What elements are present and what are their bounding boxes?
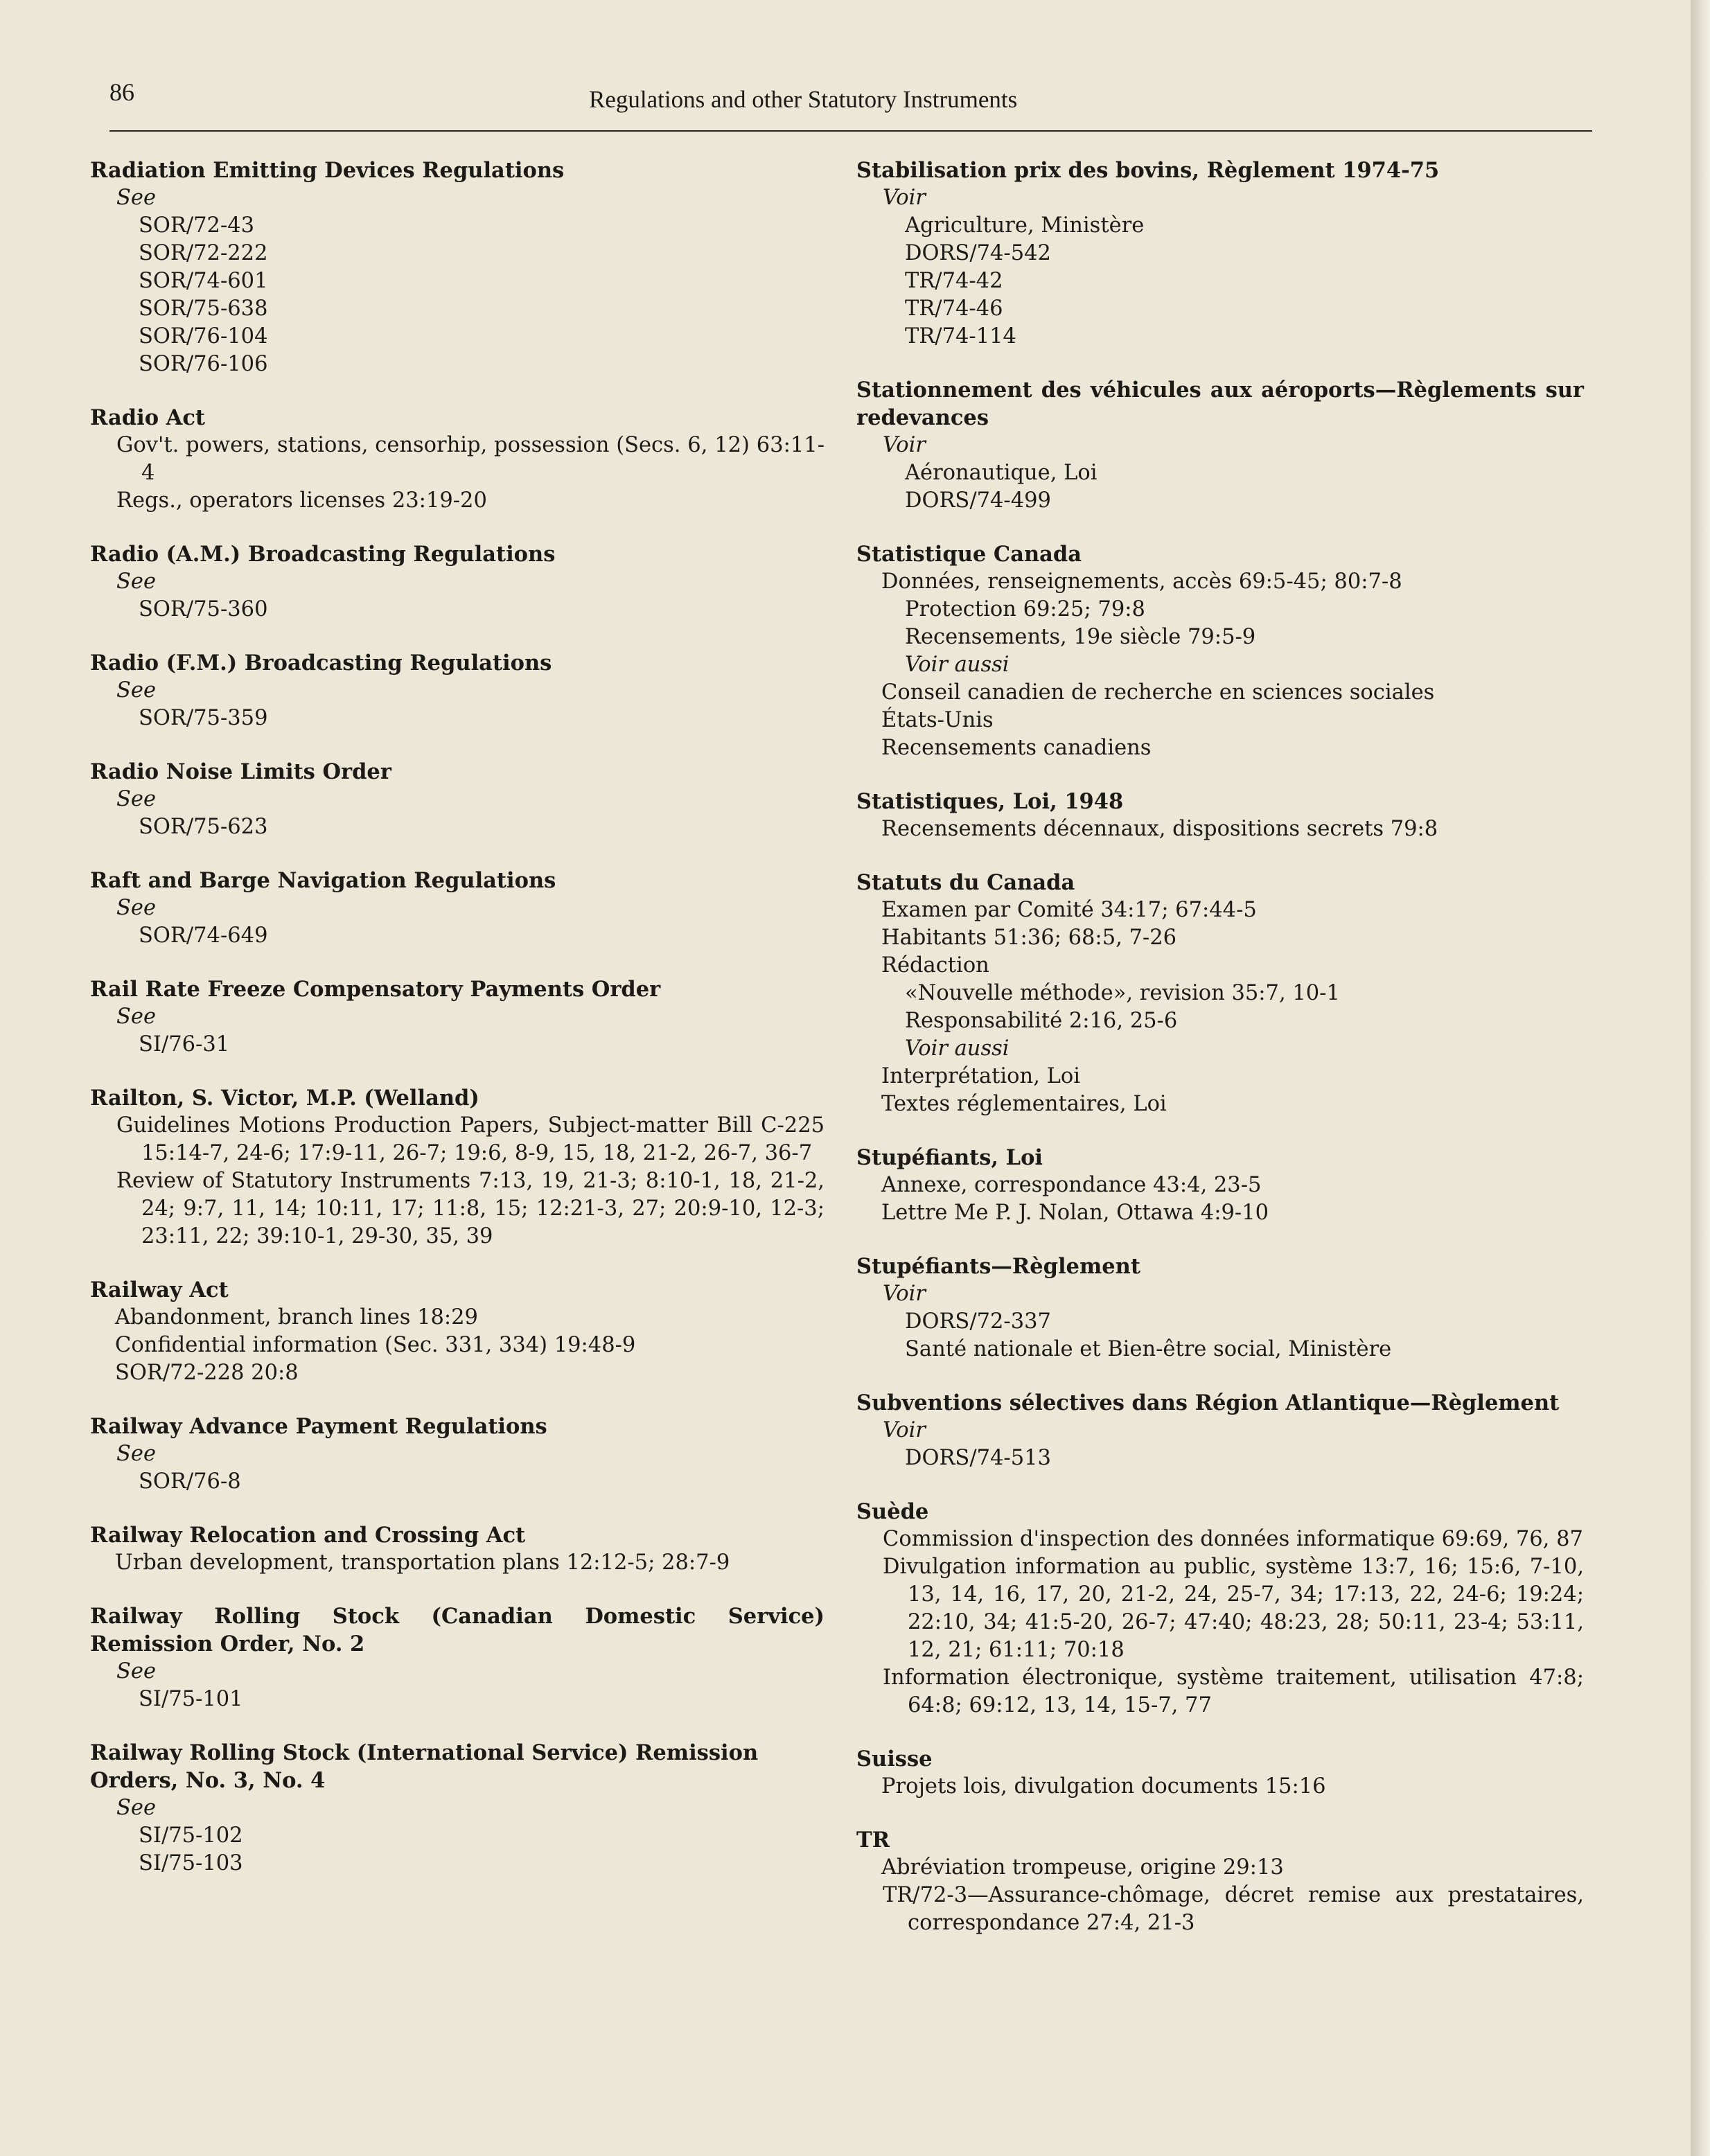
subentry: Annexe, correspondance 43:4, 23-5 <box>881 1173 1262 1197</box>
subentry: Rédaction <box>881 953 989 978</box>
cross-reference: SOR/74-601 <box>139 269 268 293</box>
subentry: Projets lois, divulgation documents 15:16 <box>881 1774 1326 1799</box>
cross-reference: SOR/76-8 <box>139 1469 241 1494</box>
index-entry <box>856 1745 1584 1801</box>
entry-heading: Radio Noise Limits Order <box>90 759 391 784</box>
cross-reference: Agriculture, Ministère <box>905 213 1145 238</box>
entry-heading: Railway Rolling Stock (International Service) Remission Orders, No. 3, No. 4 <box>90 1740 759 1793</box>
subentry: Abréviation trompeuse, origine 29:13 <box>881 1855 1284 1880</box>
page-number: 86 <box>109 78 134 106</box>
index-entry <box>90 404 825 515</box>
index-entry <box>856 540 1584 762</box>
entry-heading: Radio Act <box>90 405 206 430</box>
cross-reference: DORS/74-542 <box>905 241 1051 265</box>
cross-reference: SOR/75-360 <box>139 597 268 621</box>
subentry: Lettre Me P. J. Nolan, Ottawa 4:9-10 <box>881 1201 1269 1225</box>
index-entry <box>90 867 825 950</box>
entry-heading: Stationnement des véhicules aux aéroports—Règlements sur redevances <box>856 378 1584 430</box>
entry-heading: Railton, S. Victor, M.P. (Welland) <box>90 1086 479 1111</box>
cross-reference: TR/74-42 <box>905 269 1003 293</box>
subentry: Information électronique, système traitement, utilisation 47:8; 64:8; 69:12, 13, 14, 15-7, 77 <box>883 1665 1584 1717</box>
index-entry <box>90 1602 825 1713</box>
sub-subentry: Recensements, 19e siècle 79:5-9 <box>905 625 1256 649</box>
entry-heading: Raft and Barge Navigation Regulations <box>90 868 556 893</box>
index-entry <box>90 1413 825 1496</box>
entry-heading: Rail Rate Freeze Compensatory Payments Order <box>90 977 661 1002</box>
see-label: See <box>116 186 156 210</box>
subentry: Divulgation information au public, système 13:7, 16; 15:6, 7-10, 13, 14, 16, 17, 20, 21-2, 24, 25-7, 34; 17:13, 22, 24-6; 19:24; 22:10, 34; 41:5-20, 26-7; 47:40; 48:23, 28; 50:11, 23-4; 53:11, 12, 21; 61:11; 70:18 <box>883 1555 1584 1662</box>
cross-reference: SOR/74-649 <box>139 924 268 948</box>
subentry: Confidential information (Sec. 331, 334) 19:48-9 <box>115 1333 636 1357</box>
cross-reference: DORS/72-337 <box>905 1309 1051 1334</box>
index-entry <box>856 376 1584 515</box>
index-entry <box>90 1521 825 1577</box>
see-label: Voir <box>883 186 926 210</box>
index-entry <box>856 1253 1584 1363</box>
subentry: Review of Statutory Instruments 7:13, 19, 21-3; 8:10-1, 18, 21-2, 24; 9:7, 11, 14; 10:11, 17; 11:8, 15; 12:21-3, 27; 20:9-10, 12-3; 23:11, 22; 39:10-1, 29-30, 35, 39 <box>116 1169 825 1248</box>
subentry: Habitants 51:36; 68:5, 7-26 <box>881 926 1177 950</box>
entry-heading: Radio (A.M.) Broadcasting Regulations <box>90 542 556 567</box>
entry-heading: Statuts du Canada <box>856 870 1075 895</box>
see-label: Voir <box>883 433 926 457</box>
entry-heading: Suisse <box>856 1747 933 1771</box>
index-entry <box>856 157 1584 351</box>
running-title: Regulations and other Statutory Instruments <box>589 86 1018 113</box>
cross-reference: SOR/72-222 <box>139 241 268 265</box>
see-label: See <box>116 678 156 703</box>
index-entry <box>90 649 825 732</box>
index-entry <box>90 1276 825 1387</box>
see-also-label: Voir aussi <box>905 653 1010 677</box>
page-edge <box>1691 0 1710 2156</box>
entry-heading: Stabilisation prix des bovins, Règlement 1974-75 <box>856 158 1440 183</box>
subentry: Abandonment, branch lines 18:29 <box>115 1305 478 1329</box>
cross-reference: SI/76-31 <box>139 1032 230 1057</box>
entry-heading: TR <box>856 1828 890 1853</box>
sub-subentry: Responsabilité 2:16, 25-6 <box>905 1009 1178 1033</box>
cross-reference: TR/74-46 <box>905 297 1003 321</box>
cross-reference: SOR/76-104 <box>139 324 268 348</box>
see-label: See <box>116 569 156 594</box>
cross-reference: DORS/74-499 <box>905 488 1051 513</box>
cross-reference: SI/75-102 <box>139 1823 243 1848</box>
see-label: See <box>116 896 156 920</box>
index-entry <box>90 975 825 1059</box>
cross-reference: SOR/72-43 <box>139 213 255 238</box>
see-label: Voir <box>883 1418 926 1442</box>
subentry: Données, renseignements, accès 69:5-45; 80:7-8 <box>881 569 1402 594</box>
see-label: See <box>116 1659 156 1684</box>
entry-heading: Railway Advance Payment Regulations <box>90 1414 547 1439</box>
entry-heading: Railway Rolling Stock (Canadian Domestic Service) Remission Order, No. 2 <box>90 1604 825 1656</box>
entry-heading: Radiation Emitting Devices Regulations <box>90 158 565 183</box>
index-entry <box>856 1826 1584 1937</box>
cross-reference: SOR/75-359 <box>139 706 268 730</box>
subentry: Commission d'inspection des données informatique 69:69, 76, 87 <box>883 1527 1583 1551</box>
subentry: SOR/72-228 20:8 <box>115 1361 299 1385</box>
see-label: Voir <box>883 1282 926 1306</box>
sub-subentry: Protection 69:25; 79:8 <box>905 597 1145 621</box>
subentry: TR/72-3—Assurance-chômage, décret remise aux prestataires, correspondance 27:4, 21-3 <box>883 1883 1584 1935</box>
cross-reference: Recensements canadiens <box>881 736 1152 760</box>
subentry: Gov't. powers, stations, censorhip, possession (Secs. 6, 12) 63:11-4 <box>116 433 825 485</box>
cross-reference: SI/75-101 <box>139 1687 243 1711</box>
cross-reference: Aéronautique, Loi <box>905 461 1098 485</box>
subentry: Urban development, transportation plans 12:12-5; 28:7-9 <box>115 1550 730 1575</box>
index-entry <box>856 1144 1584 1227</box>
cross-reference: Conseil canadien de recherche en sciences sociales <box>881 680 1435 705</box>
index-entry <box>90 758 825 841</box>
cross-reference: Textes réglementaires, Loi <box>881 1092 1167 1116</box>
subentry: Examen par Comité 34:17; 67:44-5 <box>881 898 1257 922</box>
entry-heading: Stupéfiants—Règlement <box>856 1254 1140 1279</box>
entry-heading: Subventions sélectives dans Région Atlantique—Règlement <box>856 1390 1560 1415</box>
index-entry <box>90 540 825 624</box>
cross-reference: SOR/75-623 <box>139 815 268 839</box>
see-label: See <box>116 787 156 811</box>
left-column <box>90 157 825 1903</box>
cross-reference: SI/75-103 <box>139 1851 243 1875</box>
cross-reference: DORS/74-513 <box>905 1446 1051 1470</box>
see-also-label: Voir aussi <box>905 1036 1010 1061</box>
index-entry <box>90 1084 825 1251</box>
entry-heading: Suède <box>856 1499 929 1524</box>
entry-heading: Radio (F.M.) Broadcasting Regulations <box>90 651 552 675</box>
entry-heading: Railway Relocation and Crossing Act <box>90 1523 526 1548</box>
cross-reference: Santé nationale et Bien-être social, Ministère <box>905 1337 1392 1361</box>
cross-reference: TR/74-114 <box>905 324 1016 348</box>
index-entry <box>90 1739 825 1877</box>
see-label: See <box>116 1796 156 1820</box>
index-entry <box>856 869 1584 1118</box>
page-header <box>0 0 1691 139</box>
cross-reference: SOR/76-106 <box>139 352 268 376</box>
index-entry <box>856 788 1584 843</box>
right-column <box>856 157 1584 1963</box>
header-rule <box>109 130 1592 132</box>
cross-reference: États-Unis <box>881 708 994 732</box>
index-entry <box>856 1389 1584 1472</box>
subentry: Regs., operators licenses 23:19-20 <box>116 488 487 513</box>
entry-heading: Stupéfiants, Loi <box>856 1145 1043 1170</box>
see-label: See <box>116 1442 156 1466</box>
index-entry <box>90 157 825 378</box>
sub-subentry: «Nouvelle méthode», revision 35:7, 10-1 <box>905 981 1340 1005</box>
entry-heading: Statistique Canada <box>856 542 1082 567</box>
subentry: Recensements décennaux, dispositions secrets 79:8 <box>881 817 1438 841</box>
cross-reference: SOR/75-638 <box>139 297 268 321</box>
see-label: See <box>116 1005 156 1029</box>
cross-reference: Interprétation, Loi <box>881 1064 1080 1088</box>
entry-heading: Railway Act <box>90 1278 229 1302</box>
subentry: Guidelines Motions Production Papers, Subject-matter Bill C-225 15:14-7, 24-6; 17:9-11, 26-7; 19:6, 8-9, 15, 18, 21-2, 26-7, 36-7 <box>116 1113 825 1165</box>
index-entry <box>856 1498 1584 1720</box>
entry-heading: Statistiques, Loi, 1948 <box>856 789 1124 814</box>
